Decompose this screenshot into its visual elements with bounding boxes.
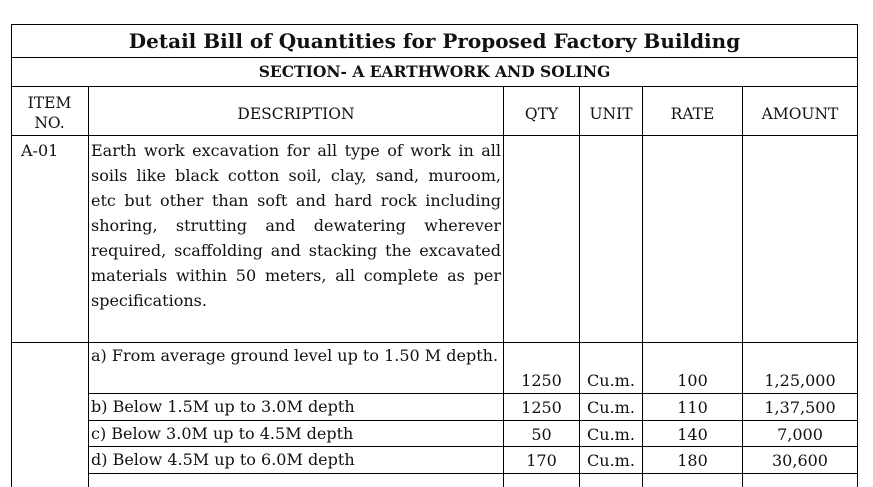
row-divider-d	[88, 473, 858, 474]
header-item-line1: ITEM	[27, 94, 72, 112]
table-border-left	[11, 87, 12, 487]
header-qty: QTY	[524, 105, 559, 123]
row-b-qty: 1250	[521, 398, 562, 417]
section-heading: SECTION- A EARTHWORK AND SOLING	[11, 57, 858, 87]
row-d-qty: 170	[526, 451, 557, 470]
row-d-rate: 180	[677, 451, 708, 470]
row-d-amount: 30,600	[772, 451, 828, 470]
row-a-description: a) From average ground level up to 1.50 M depth.	[91, 346, 499, 365]
document-title: Detail Bill of Quantities for Proposed Factory Building	[11, 24, 858, 58]
header-rate: RATE	[670, 105, 715, 123]
row-a-amount: 1,25,000	[764, 371, 836, 390]
header-divider	[11, 135, 858, 136]
row-b-amount: 1,37,500	[764, 398, 836, 417]
row-c-unit: Cu.m.	[587, 425, 635, 444]
row-b-description: b) Below 1.5M up to 3.0M depth	[91, 397, 355, 416]
row-a-qty: 1250	[521, 371, 562, 390]
table-border-right	[857, 87, 858, 487]
row-d-unit: Cu.m.	[587, 451, 635, 470]
row-b-rate: 110	[677, 398, 708, 417]
col-sep-item	[88, 87, 89, 487]
header-amount: AMOUNT	[761, 105, 839, 123]
row-c-rate: 140	[677, 425, 708, 444]
boq-sheet	[11, 24, 858, 484]
row-c-description: c) Below 3.0M up to 4.5M depth	[91, 424, 354, 443]
row-a-unit: Cu.m.	[587, 371, 635, 390]
item-number: A-01	[21, 141, 59, 160]
row-c-amount: 7,000	[777, 425, 823, 444]
header-unit: UNIT	[589, 105, 633, 123]
row-d-description: d) Below 4.5M up to 6.0M depth	[91, 450, 355, 469]
header-description: DESCRIPTION	[237, 105, 355, 123]
header-item-no	[11, 93, 88, 133]
row-a-rate: 100	[677, 371, 708, 390]
row-c-qty: 50	[531, 425, 552, 444]
header-item-line2: NO.	[34, 114, 65, 132]
item-description: Earth work excavation for all type of work in all soils like black cotton soil, clay, sand, muroom, etc but other than soft and hard rock including shoring, strutting and dewatering wherever required, scaffolding and stacking the excavated materials within 50 meters, all complete as per specifications.	[91, 141, 501, 310]
row-b-unit: Cu.m.	[587, 398, 635, 417]
